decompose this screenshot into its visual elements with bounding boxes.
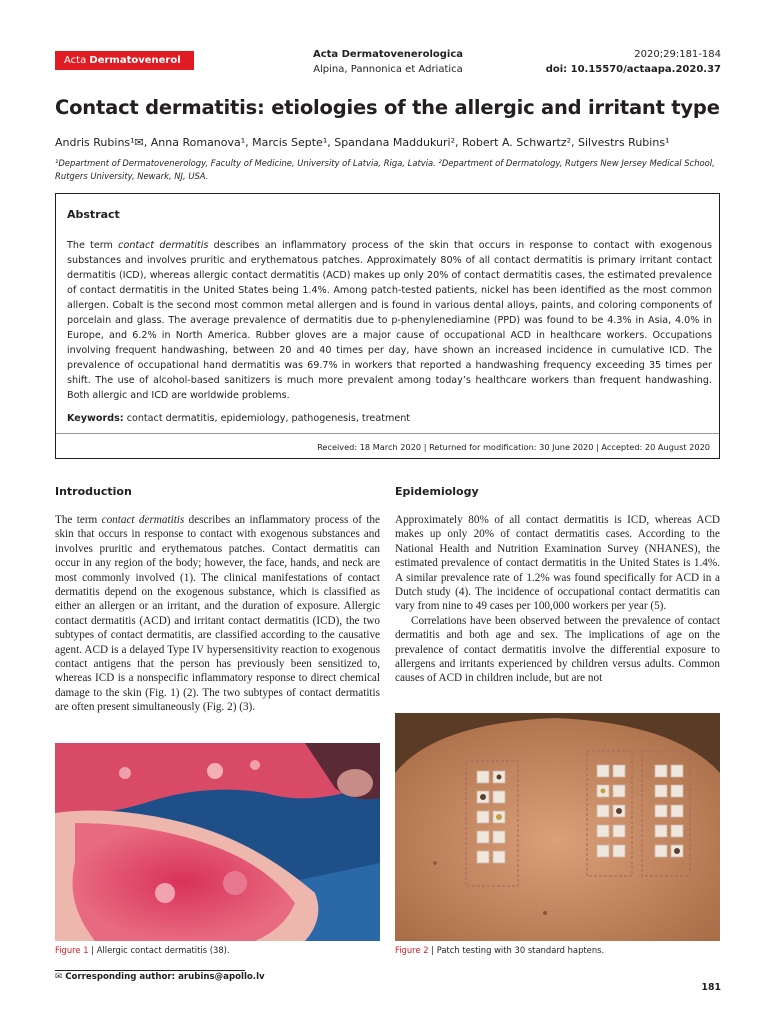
keywords-label: Keywords: [67,413,124,424]
abstract-divider [56,433,719,434]
figure-2-caption [395,945,604,955]
figure-1-caption [55,945,230,955]
keywords [67,413,410,424]
figure-1-image [55,743,380,941]
introduction-heading: Introduction [55,485,132,498]
journal-logo [55,51,194,85]
logo-bold: Dermatovenerol [89,55,181,66]
journal-header [260,47,516,77]
logo-prefix: Acta [64,55,90,66]
abstract-heading: Abstract [67,208,120,221]
article-title: Contact dermatitis: etiologies of the allergic and irritant type [55,96,720,119]
intro-text-body: describes an inflammatory process of the skin that occurs in response to contact with exogenous substances and involves pruritic and erythematous patches. Contact dermatitis can occur in any region of the body; however, the face, hands, and neck are most commonly involved (1). The clinical manifestations of contact dermatitis depend on the exogenous substance, which is classified as either an allergen or an irritant, and the duration of exposure. Allergic contact dermatitis (ACD) and irritant contact dermatitis (ICD), the two subtypes of contact dermatitis, are classified according to the causative agent. ACD is a delayed Type IV hypersensitivity reaction to exogenous contact antigens that the person has previously been sensitized to, whereas ICD is a nonspecific inflammatory response to direct chemical damage to the skin (Fig. 1) (2). The two subtypes of contact dermatitis are often present simultaneously (Fig. 2) (3). [55,514,380,714]
abstract-text [67,238,712,404]
abstract-text-start: The term [67,240,119,251]
figure-1-label: Figure 1 [55,945,89,955]
intro-term: contact dermatitis [101,514,185,526]
doi[interactable]: doi: 10.15570/actaapa.2020.37 [545,64,721,75]
epidemiology-paragraph-1: Approximately 80% of all contact dermatitis is ICD, whereas ACD makes up only 20% of contact dermatitis cases. According to the National Health and Nutrition Examination Survey (NHANES), the estimated prevalence of contact dermatitis in the United States is 1.4%. A similar prevalence rate of 1.2% was found specifically for ACD in a Dutch study (4). The incidence of occupational contact dermatitis can vary from nine to 49 cases per 100,000 workers per year (5). [395,514,720,613]
introduction-text [55,513,380,715]
citation-block [546,47,721,77]
abstract-text-body: describes an inflammatory process of the skin that occurs in response to contact with exogenous substances and involves pruritic and erythematous patches. Approximately 80% of all contact dermatitis is primary irritant contact dermatitis (ICD), whereas allergic contact dermatitis (ACD) makes up only 20% of contact dermatitis cases, the estimated prevalence of contact dermatitis in the United States being 1.4%. Among patch-tested patients, nickel has been identified as the most common allergen. Cobalt is the second most common metal allergen and is found in various dental alloys, paints, and coloring components of porcelain and glass. The average prevalence of dermatitis due to p-phenylenediamine (PPD) was found to be 4.3% in Asia, 4.0% in Europe, and 6.2% in North America. Rubber gloves are a major cause of occupational ACD in healthcare workers. Occupations involving frequent handwashing, between 20 and 40 times per day, have shown an increased incidence in cumulative ICD. The prevalence of occupational hand dermatitis was 69.7% in workers that reported a handwashing frequency exceeding 35 times per shift. The use of alcohol-based sanitizers is much more prevalent among today’s healthcare workers than frequent handwashing. Both allergic and ICD are worldwide problems. [67,240,712,402]
epidemiology-text [395,513,720,686]
epidemiology-paragraph-2: Correlations have been observed between the prevalence of contact dermatitis and both age and sex. The implications of age on the prevalence of contact dermatitis involve the differential exposure to allergens and irritants experienced by children versus adults. Common causes of ACD in children include, but are not [395,614,720,685]
journal-subtitle: Alpina, Pannonica et Adriatica [313,64,463,75]
citation: 2020;29:181-184 [634,49,721,60]
intro-text-start: The term [55,514,102,526]
figure-2-image [395,713,720,941]
author-list: Andris Rubins¹✉, Anna Romanova¹, Marcis Septe¹, Spandana Maddukuri², Robert A. Schwartz², Silvestrs Rubins¹ [55,136,670,149]
abstract-term: contact dermatitis [118,240,209,251]
journal-name: Acta Dermatovenerologica [312,49,464,60]
keywords-list: contact dermatitis, epidemiology, pathogenesis, treatment [123,413,411,424]
epidemiology-heading: Epidemiology [395,485,479,498]
affiliations: ¹Department of Dermatovenerology, Faculty of Medicine, University of Latvia, Riga, Latvia. ²Department of Dermatology, Rutgers New Jersey Medical School, Rutgers University, Newark, NJ, USA. [55,158,715,181]
figure-2-text: | Patch testing with 30 standard haptens. [428,945,605,955]
logo-suffix: APA [64,74,84,85]
article-dates: Received: 18 March 2020 | Returned for modification: 30 June 2020 | Accepted: 20 August 2020 [317,442,710,452]
abstract-box [55,193,720,459]
figure-1-text: | Allergic contact dermatitis (38). [88,945,230,955]
footnote-rule [55,970,245,971]
corresponding-author: ✉ Corresponding author: arubins@apollo.lv [55,972,265,982]
page-number: 181 [701,982,721,993]
figure-2-label: Figure 2 [395,945,429,955]
